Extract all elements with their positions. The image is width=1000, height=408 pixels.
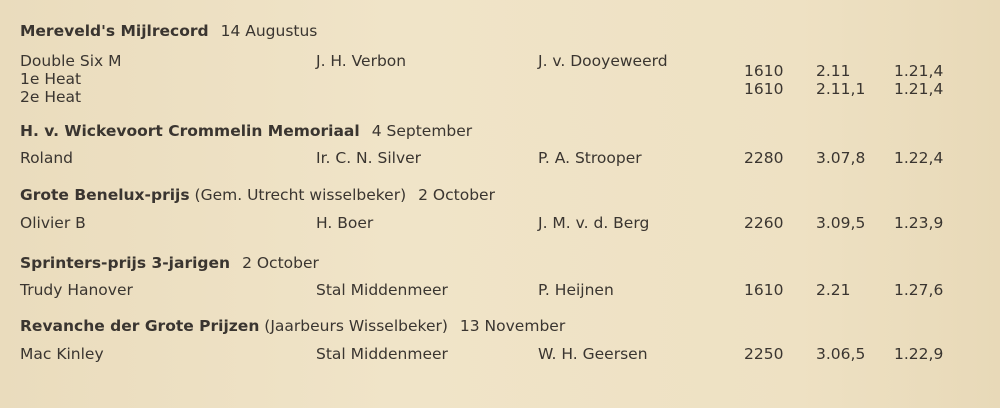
race-title: Sprinters-prijs 3-jarigen	[20, 254, 231, 272]
driver-name: P. A. Strooper	[538, 149, 642, 167]
race-date: 2 October	[242, 254, 319, 272]
race-date: 2 October	[418, 186, 495, 204]
race-date: 13 November	[459, 317, 566, 335]
horse-name: Trudy Hanover	[20, 281, 133, 299]
time-per-km: 1.22,9	[894, 345, 944, 363]
time-per-km: 1.23,9	[894, 214, 944, 232]
heat-per-km: 1.21,4	[894, 62, 944, 80]
race-date: 4 September	[371, 122, 473, 140]
race-title: H. v. Wickevoort Crommelin Memoriaal	[20, 122, 360, 140]
race-time: 3.07,8	[816, 149, 866, 167]
race-section-benelux	[20, 185, 980, 233]
distance: 1610	[744, 281, 784, 299]
race-time: 3.09,5	[816, 214, 866, 232]
race-section-sprinters	[20, 253, 980, 300]
horse-name: Double Six M	[20, 52, 122, 70]
driver-name: P. Heijnen	[538, 281, 614, 299]
owner-name: H. Boer	[316, 214, 374, 232]
heat-label: 2e Heat	[20, 88, 82, 106]
time-per-km: 1.22,4	[894, 149, 944, 167]
distance: 2260	[744, 214, 784, 232]
result-row	[20, 344, 980, 364]
result-row	[20, 148, 980, 168]
race-time: 3.06,5	[816, 345, 866, 363]
heat-time: 2.11	[816, 62, 851, 80]
owner-name: Ir. C. N. Silver	[316, 149, 422, 167]
race-heading	[20, 121, 980, 141]
horse-name: Olivier B	[20, 214, 86, 232]
race-title: Grote Benelux-prijs	[20, 186, 190, 204]
race-heading	[20, 21, 980, 41]
race-subtitle: (Jaarbeurs Wisselbeker)	[264, 317, 448, 335]
race-section-mijlrecord	[20, 21, 980, 107]
race-heading	[20, 185, 980, 205]
heat-per-km: 1.21,4	[894, 80, 944, 98]
heat-time: 2.11,1	[816, 80, 866, 98]
distance: 2280	[744, 149, 784, 167]
driver-name: J. v. Dooyeweerd	[538, 52, 668, 70]
race-section-memoriaal	[20, 121, 980, 168]
time-per-km: 1.27,6	[894, 281, 944, 299]
race-subtitle: (Gem. Utrecht wisselbeker)	[194, 186, 407, 204]
horse-name: Roland	[20, 149, 74, 167]
distance: 2250	[744, 345, 784, 363]
race-time: 2.21	[816, 281, 851, 299]
horse-name: Mac Kinley	[20, 345, 104, 363]
race-heading	[20, 316, 980, 336]
driver-name: W. H. Geersen	[538, 345, 648, 363]
race-date: 14 Augustus	[220, 22, 318, 40]
driver-name: J. M. v. d. Berg	[538, 214, 650, 232]
race-section-revanche	[20, 316, 980, 364]
heat-label: 1e Heat	[20, 70, 82, 88]
heat-distance: 1610	[744, 62, 784, 80]
result-row	[20, 280, 980, 300]
owner-name: Stal Middenmeer	[316, 345, 448, 363]
result-row	[20, 213, 980, 233]
heat-row	[20, 80, 980, 107]
race-heading	[20, 253, 980, 273]
heat-distance: 1610	[744, 80, 784, 98]
race-title: Mereveld's Mijlrecord	[20, 22, 209, 40]
race-title: Revanche der Grote Prijzen	[20, 317, 260, 335]
owner-name: Stal Middenmeer	[316, 281, 448, 299]
owner-name: J. H. Verbon	[316, 52, 407, 70]
